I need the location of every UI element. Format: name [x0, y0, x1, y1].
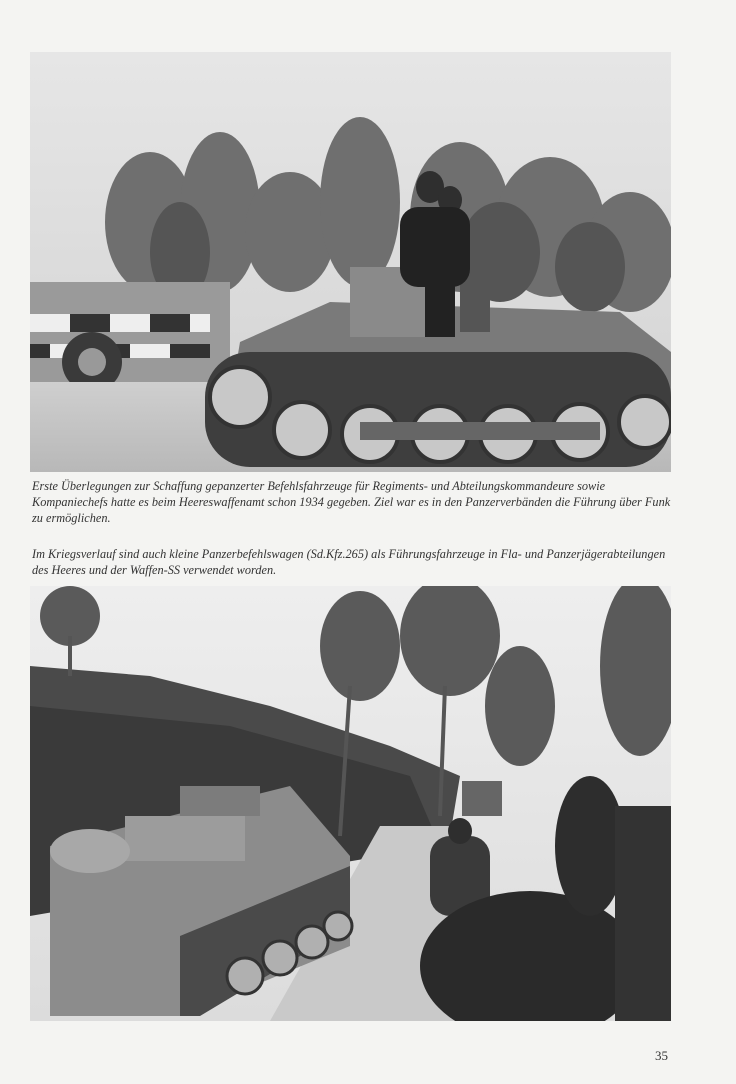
page-number: 35	[655, 1048, 668, 1063]
photo-road-column	[30, 586, 671, 1021]
photo-command-tank	[30, 52, 671, 472]
caption-photo-2: Im Kriegsverlauf sind auch kleine Panzerbefehlswagen (Sd.Kfz.265) als Führungsfahrzeuge in Fla- und Panzerjägerabteilungen des Heeres und der Waffen-SS verwendet worden.	[32, 547, 666, 577]
caption-photo-1: Erste Überlegungen zur Schaffung gepanzerter Befehlsfahrzeuge für Regiments- und Abteilungskommandeure sowie Kompaniechefs hatte es beim Heereswaffenamt schon 1934 gegeben. Ziel war es in den Panzerverbänden die Führung über Funk zu ermöglichen.	[32, 479, 671, 525]
